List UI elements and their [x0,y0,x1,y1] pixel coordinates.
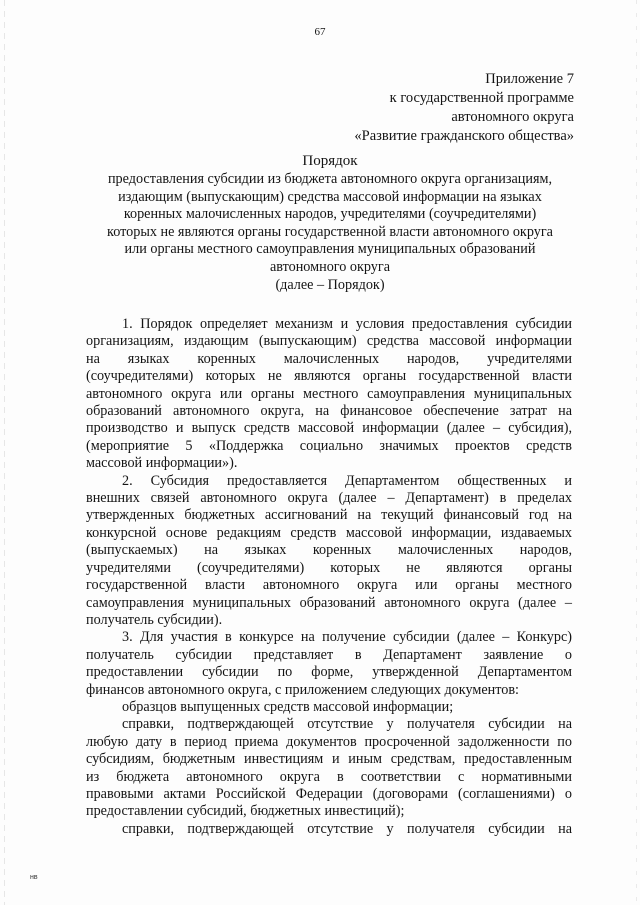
text-line: справки, подтверждающей отсутствие у получателя субсидии на [122,820,572,837]
title-line: или органы местного самоуправления муниципальных образований [124,241,536,258]
text-line: 3. Для участия в конкурсе на получение субсидии (далее – Конкурс) [122,629,572,646]
appendix-line: автономного округа [451,109,574,125]
text-line: получатель субсидии представляет в Департамент заявление о [86,646,572,663]
text-line: массовой информации»). [86,455,238,472]
text-line: образцов выпущенных средств массовой информации; [122,698,454,715]
text-line: финансов автономного округа, с приложением следующих документов: [86,681,519,698]
text-line: на языках коренных малочисленных народов, учредителями [86,350,572,367]
text-line: правовыми актами Российской Федерации (договорами (соглашениями) о [86,785,572,802]
title-line: коренных малочисленных народов, учредителями (соучредителями) [123,206,537,223]
title-line: предоставления субсидии из бюджета автономного округа организациям, [107,171,553,187]
appendix-header [354,70,574,146]
appendix-line: к государственной программе [389,90,574,106]
text-line: субсидиям, бюджетным инвестициям и иным средствам, предоставленным [86,751,572,768]
text-line: автономного округа или органы местного самоуправления муниципальных [86,385,572,402]
scan-edge-right [636,0,637,905]
text-line: получатель субсидии). [86,611,223,628]
page-number: 67 [314,26,326,38]
appendix-line: Приложение 7 [485,71,574,87]
text-line: образований автономного округа, на финансовое обеспечение затрат на [86,403,572,420]
text-line: утвержденных бюджетных ассигнований на текущий финансовый год на [86,507,572,524]
corner-mark: нв [30,874,38,881]
text-line: (выпускаемых) на языках коренных малочисленных народов, [86,542,572,559]
text-line: внешних связей автономного округа (далее – Департамент) в пределах [86,490,572,507]
text-line: (мероприятие 5 «Поддержка социально значимых проектов средств [86,437,572,454]
text-line: конкурсной основе редакциям средств массовой информации, издаваемых [86,524,572,541]
text-line: (соучредителями) которых не являются органы государственной власти [86,368,572,385]
paragraph-3 [86,629,572,699]
text-line: самоуправления муниципальных образований автономного округа (далее – [86,594,572,611]
paragraph-5 [86,716,572,820]
text-line: 2. Субсидия предоставляется Департаментом общественных и [122,472,572,489]
text-line: предоставлении субсидий, бюджетных инвестиций); [86,803,405,820]
document-title-block [80,152,580,294]
text-line: организациям, издающим (выпускающим) средства массовой информации [86,333,572,350]
title-line: (далее – Порядок) [275,276,385,293]
text-line: предоставлении субсидии по форме, утвержденной Департаментом [86,664,572,681]
paragraph-1 [86,316,572,473]
document-body [86,316,572,838]
appendix-line: «Развитие гражданского общества» [354,128,574,144]
document-title: Порядок [302,153,358,169]
text-line: государственной власти автономного округа или органы местного [86,577,572,594]
title-line: которых не являются органы государственной власти автономного округа [107,223,553,240]
text-line: любую дату в период приема документов просроченной задолженности по [86,733,572,750]
paragraph-6 [86,821,572,838]
paragraph-2 [86,473,572,630]
scan-edge-left [4,0,5,905]
text-line: справки, подтверждающей отсутствие у получателя субсидии на [122,716,572,733]
title-line: издающим (выпускающим) средства массовой информации на языках [118,188,542,205]
text-line: 1. Порядок определяет механизм и условия предоставления субсидии [122,316,572,332]
text-line: из бюджета автономного округа в соответствии с нормативными [86,768,572,785]
paragraph-4 [86,699,572,716]
text-line: учредителями (соучредителями) которых не являются органы [86,559,572,576]
title-line: автономного округа [269,258,391,275]
text-line: производство и выпуск средств массовой информации (далее – субсидия), [86,420,572,437]
